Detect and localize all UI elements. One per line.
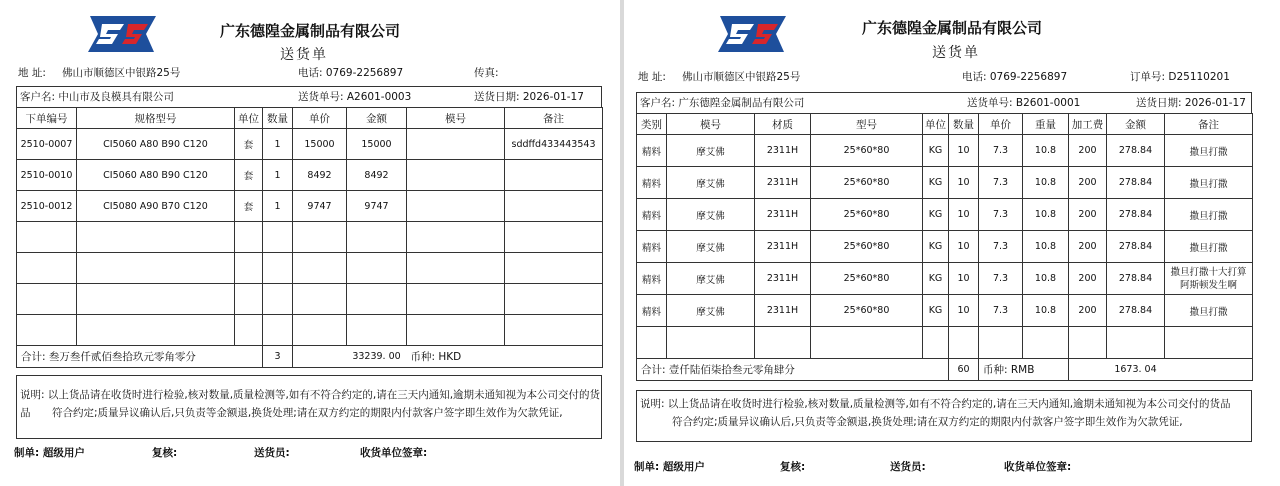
category-cell: 精料 xyxy=(637,199,667,231)
category-cell: 精料 xyxy=(637,295,667,327)
spec-cell: CI5080 A90 B70 C120 xyxy=(77,191,235,222)
weight-cell: 10.8 xyxy=(1023,263,1069,295)
spec-cell: CI5060 A80 B90 C120 xyxy=(77,129,235,160)
amount-cell: 8492 xyxy=(347,160,407,191)
items-table xyxy=(16,107,603,368)
terms-line-2: 符合约定;质量异议确认后,只负责等金额退,换货处理;请在双方约定的期限内付款客户签字即生效作为欠款凭证, xyxy=(52,407,563,419)
amount-cell: 9747 xyxy=(347,191,407,222)
processing-fee-cell: 200 xyxy=(1069,231,1107,263)
column-header: 数量 xyxy=(263,108,293,129)
footer-reviewer: 复核: xyxy=(780,461,806,473)
category-cell: 精料 xyxy=(637,167,667,199)
column-header: 规格型号 xyxy=(77,108,235,129)
phone: 电话: 0769-2256897 xyxy=(298,67,404,79)
company-logo xyxy=(84,14,160,54)
total-quantity: 60 xyxy=(949,359,979,381)
document-title: 送货单 xyxy=(280,47,328,63)
company-name: 广东德隍金属制品有限公司 xyxy=(862,19,1043,37)
material-cell: 2311H xyxy=(755,199,811,231)
spec-cell: CI5060 A80 B90 C120 xyxy=(77,160,235,191)
amount-cell: 15000 xyxy=(347,129,407,160)
footer-deliverer: 送货员: xyxy=(890,461,926,473)
customer-name: 客户名: 中山市及良模具有限公司 xyxy=(20,91,174,103)
mold-number-cell: 摩艾佛 xyxy=(667,167,755,199)
remark-cell: 撒旦打撒 xyxy=(1165,295,1253,327)
total-row xyxy=(17,346,603,368)
header-info-row xyxy=(16,86,602,108)
unit-cell: KG xyxy=(923,199,949,231)
mold-number-cell xyxy=(407,160,505,191)
mold-number-cell: 摩艾佛 xyxy=(667,231,755,263)
terms-line-2: 符合约定;质量异议确认后,只负责等金额退,换货处理;请在双方约定的期限内付款客户签字即生效作为欠款凭证, xyxy=(672,416,1183,428)
table-header-row xyxy=(637,114,1253,135)
delivery-number: 送货单号: A2601-0003 xyxy=(298,91,412,103)
terms-line-1: 说明: 以上货品请在收货时进行检验,核对数量,质量检测等,如有不符合约定的,请在三天内通知,逾期未通知视为本公司交付的货品 xyxy=(640,398,1231,410)
unit-cell: KG xyxy=(923,295,949,327)
quantity-cell: 10 xyxy=(949,231,979,263)
quantity-cell: 10 xyxy=(949,295,979,327)
price-cell: 7.3 xyxy=(979,263,1023,295)
amount-cell: 278.84 xyxy=(1107,295,1165,327)
delivery-date: 送货日期: 2026-01-17 xyxy=(474,91,584,103)
price-cell: 7.3 xyxy=(979,199,1023,231)
weight-cell: 10.8 xyxy=(1023,295,1069,327)
address-value: 佛山市顺德区中银路25号 xyxy=(682,71,801,83)
category-cell: 精料 xyxy=(637,231,667,263)
footer-reviewer: 复核: xyxy=(152,447,178,459)
category-cell: 精料 xyxy=(637,135,667,167)
column-header: 备注 xyxy=(1165,114,1253,135)
order-number-cell: 2510-0012 xyxy=(17,191,77,222)
material-cell: 2311H xyxy=(755,231,811,263)
delivery-date: 送货日期: 2026-01-17 xyxy=(1136,97,1246,109)
price-cell: 15000 xyxy=(293,129,347,160)
document-title: 送货单 xyxy=(932,45,980,61)
empty-row xyxy=(637,327,1253,359)
column-header: 加工费 xyxy=(1069,114,1107,135)
company-name: 广东德隍金属制品有限公司 xyxy=(220,22,401,40)
column-header: 单位 xyxy=(923,114,949,135)
order-number-cell: 2510-0007 xyxy=(17,129,77,160)
quantity-cell: 10 xyxy=(949,167,979,199)
column-header: 单价 xyxy=(979,114,1023,135)
total-row xyxy=(637,359,1253,381)
address-label: 地 址: xyxy=(18,67,46,79)
unit-cell: KG xyxy=(923,167,949,199)
weight-cell: 10.8 xyxy=(1023,231,1069,263)
table-row xyxy=(637,199,1253,231)
remark-cell: 撒旦打撒 xyxy=(1165,199,1253,231)
empty-row xyxy=(17,284,603,315)
mold-number-cell: 摩艾佛 xyxy=(667,199,755,231)
amount-cell: 278.84 xyxy=(1107,231,1165,263)
header-info-row xyxy=(636,92,1252,114)
amount-cell: 278.84 xyxy=(1107,135,1165,167)
column-header: 下单编号 xyxy=(17,108,77,129)
total-quantity: 3 xyxy=(263,346,293,368)
price-cell: 7.3 xyxy=(979,231,1023,263)
total-amount-words: 合计: 壹仟陆佰柒拾叁元零角肆分 xyxy=(637,359,949,381)
mold-number-cell: 摩艾佛 xyxy=(667,135,755,167)
table-row xyxy=(17,191,603,222)
model-cell: 25*60*80 xyxy=(811,263,923,295)
delivery-note-left xyxy=(0,0,620,486)
table-row xyxy=(637,231,1253,263)
category-cell: 精料 xyxy=(637,263,667,295)
mold-number-cell xyxy=(407,191,505,222)
column-header: 型号 xyxy=(811,114,923,135)
currency: 币种: HKD xyxy=(407,346,603,368)
terms-box xyxy=(636,390,1252,442)
model-cell: 25*60*80 xyxy=(811,135,923,167)
quantity-cell: 10 xyxy=(949,135,979,167)
processing-fee-cell: 200 xyxy=(1069,199,1107,231)
terms-box xyxy=(16,375,602,439)
total-amount: 1673. 04 xyxy=(1107,359,1165,381)
footer-receiver-signature: 收货单位签章: xyxy=(360,447,428,459)
address-label: 地 址: xyxy=(638,71,666,83)
remark-cell: 撒旦打撒 xyxy=(1165,167,1253,199)
price-cell: 8492 xyxy=(293,160,347,191)
quantity-cell: 1 xyxy=(263,191,293,222)
model-cell: 25*60*80 xyxy=(811,295,923,327)
footer-receiver-signature: 收货单位签章: xyxy=(1004,461,1072,473)
table-row xyxy=(637,135,1253,167)
unit-cell: KG xyxy=(923,263,949,295)
processing-fee-cell: 200 xyxy=(1069,263,1107,295)
column-header: 备注 xyxy=(505,108,603,129)
customer-name: 客户名: 广东德隍金属制品有限公司 xyxy=(640,97,805,109)
fax: 传真: xyxy=(474,67,499,79)
model-cell: 25*60*80 xyxy=(811,167,923,199)
weight-cell: 10.8 xyxy=(1023,135,1069,167)
unit-cell: 套 xyxy=(235,191,263,222)
empty-row xyxy=(17,222,603,253)
price-cell: 7.3 xyxy=(979,135,1023,167)
order-number: 订单号: D25110201 xyxy=(1130,71,1230,83)
quantity-cell: 1 xyxy=(263,160,293,191)
column-header: 金额 xyxy=(1107,114,1165,135)
column-header: 数量 xyxy=(949,114,979,135)
order-number-cell: 2510-0010 xyxy=(17,160,77,191)
quantity-cell: 10 xyxy=(949,199,979,231)
amount-cell: 278.84 xyxy=(1107,199,1165,231)
table-row xyxy=(637,295,1253,327)
unit-cell: 套 xyxy=(235,129,263,160)
material-cell: 2311H xyxy=(755,263,811,295)
table-row xyxy=(637,167,1253,199)
column-header: 单价 xyxy=(293,108,347,129)
amount-cell: 278.84 xyxy=(1107,263,1165,295)
total-amount: 33239. 00 xyxy=(347,346,407,368)
column-header: 模号 xyxy=(407,108,505,129)
table-row xyxy=(17,160,603,191)
footer-maker: 制单: 超级用户 xyxy=(634,461,705,473)
currency: 币种: RMB xyxy=(979,359,1069,381)
price-cell: 9747 xyxy=(293,191,347,222)
mold-number-cell xyxy=(407,129,505,160)
empty-row xyxy=(17,253,603,284)
price-cell: 7.3 xyxy=(979,167,1023,199)
footer-maker: 制单: 超级用户 xyxy=(14,447,85,459)
total-amount-words: 合计: 叁万叁仟贰佰叁拾玖元零角零分 xyxy=(17,346,263,368)
material-cell: 2311H xyxy=(755,295,811,327)
weight-cell: 10.8 xyxy=(1023,199,1069,231)
remark-cell xyxy=(505,191,603,222)
processing-fee-cell: 200 xyxy=(1069,295,1107,327)
delivery-number: 送货单号: B2601-0001 xyxy=(967,97,1081,109)
column-header: 材质 xyxy=(755,114,811,135)
mold-number-cell: 摩艾佛 xyxy=(667,295,755,327)
unit-cell: 套 xyxy=(235,160,263,191)
column-header: 金额 xyxy=(347,108,407,129)
table-row xyxy=(637,263,1253,295)
empty-row xyxy=(17,315,603,346)
footer-deliverer: 送货员: xyxy=(254,447,290,459)
items-table xyxy=(636,113,1253,381)
phone: 电话: 0769-2256897 xyxy=(962,71,1068,83)
model-cell: 25*60*80 xyxy=(811,231,923,263)
quantity-cell: 1 xyxy=(263,129,293,160)
mold-number-cell: 摩艾佛 xyxy=(667,263,755,295)
weight-cell: 10.8 xyxy=(1023,167,1069,199)
processing-fee-cell: 200 xyxy=(1069,135,1107,167)
address-value: 佛山市顺德区中银路25号 xyxy=(62,67,181,79)
material-cell: 2311H xyxy=(755,167,811,199)
unit-cell: KG xyxy=(923,135,949,167)
remark-cell xyxy=(505,160,603,191)
material-cell: 2311H xyxy=(755,135,811,167)
column-header: 类别 xyxy=(637,114,667,135)
remark-cell: 撒旦打撒 xyxy=(1165,231,1253,263)
column-header: 重量 xyxy=(1023,114,1069,135)
remark-cell: 撒旦打撒十大打算阿斯顿发生啊 xyxy=(1165,263,1253,295)
delivery-note-right xyxy=(624,0,1280,486)
amount-cell: 278.84 xyxy=(1107,167,1165,199)
terms-line-1: 说明: 以上货品请在收货时进行检验,核对数量,质量检测等,如有不符合约定的,请在三天内通知,逾期未通知视为本公司交付的货品 xyxy=(20,389,601,419)
table-row xyxy=(17,129,603,160)
company-logo xyxy=(714,14,790,54)
unit-cell: KG xyxy=(923,231,949,263)
table-header-row xyxy=(17,108,603,129)
column-header: 模号 xyxy=(667,114,755,135)
processing-fee-cell: 200 xyxy=(1069,167,1107,199)
remark-cell: sddffd433443543 xyxy=(505,129,603,160)
model-cell: 25*60*80 xyxy=(811,199,923,231)
column-header: 单位 xyxy=(235,108,263,129)
quantity-cell: 10 xyxy=(949,263,979,295)
remark-cell: 撒旦打撒 xyxy=(1165,135,1253,167)
price-cell: 7.3 xyxy=(979,295,1023,327)
